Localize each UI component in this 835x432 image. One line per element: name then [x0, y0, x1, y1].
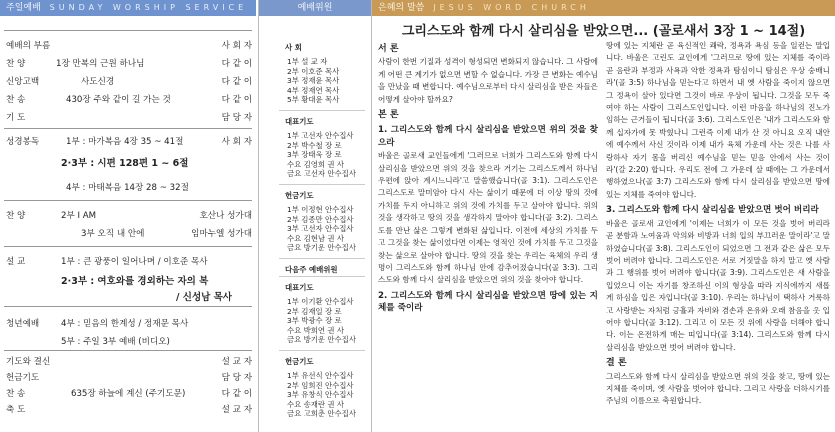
committee-member: 3부 유창식 안수집사 [287, 390, 354, 400]
committee-group-title: 헌금기도 [285, 191, 314, 200]
divider [4, 246, 252, 247]
committee-title: 예배위원 [297, 3, 333, 13]
divider [4, 200, 252, 201]
order-row [6, 276, 252, 288]
committee-member: 수요 박희연 권 사 [287, 325, 345, 335]
committee-member: 3부 장태욱 장 로 [287, 150, 342, 160]
order-row [6, 76, 252, 88]
sermon-heading: 2. 그리스도와 함께 다시 살리심을 받았으면 땅에 있는 지체를 죽이라 [378, 290, 598, 314]
committee-member: 수요 김현남 권 사 [287, 233, 345, 243]
committee-group-title: 대표기도 [285, 117, 314, 126]
order-text: 1장 만복의 근원 하나님 [56, 59, 145, 69]
order-row [6, 336, 252, 348]
order-label: 헌금기도 [6, 373, 40, 383]
committee-group-title: 헌금기도 [285, 357, 314, 366]
sermon-band-subtitle: JESUS WORD CHURCH [433, 3, 590, 12]
worship-order-column [0, 0, 256, 432]
divider [4, 30, 252, 31]
order-row [6, 112, 252, 124]
order-text: 1부 : 큰 광풍이 일어나며 / 이호준 목사 [61, 257, 208, 267]
committee-member: 2부 박수철 장 로 [287, 140, 342, 150]
committee-member: 금요 고선자 안수집사 [287, 169, 356, 179]
order-text: 사도신경 [81, 77, 115, 87]
order-label: 찬 양 [6, 59, 26, 69]
order-row [6, 210, 252, 222]
order-label: 예배의 부름 [6, 41, 51, 51]
order-row [6, 182, 252, 194]
committee-member: 2부 김재일 장 로 [287, 306, 342, 316]
committee-member: 금요 방기운 안수집사 [287, 243, 356, 253]
worship-order-subtitle: SUNDAY WORSHIP SERVICE [49, 3, 248, 12]
order-row [6, 318, 252, 330]
committee-member: 4부 정재연 목사 [287, 85, 340, 95]
order-text: 4부 : 마태복음 14장 28 ~ 32절 [66, 183, 189, 193]
worship-order-title: 주일예배 [6, 3, 41, 13]
order-person: 임마누엘 성가대 [191, 229, 252, 239]
order-text: 1부 : 마가복음 4장 35 ~ 41절 [66, 137, 184, 147]
order-row [6, 58, 252, 70]
sermon-title: 그리스도와 함께 다시 살리심을 받았으면... (골로새서 3장 1 ~ 14절) [401, 24, 806, 39]
order-row [6, 404, 252, 416]
committee-column [258, 0, 372, 432]
order-label: 설 교 [6, 257, 26, 267]
committee-header [259, 0, 371, 16]
committee-group-title: 사 회 [285, 43, 302, 52]
section-divider [279, 258, 365, 259]
committee-member: 수요 김영희 권 사 [287, 159, 345, 169]
order-person: 다 같 이 [221, 77, 252, 87]
order-person: 호산나 성가대 [199, 211, 252, 221]
committee-member: 수요 송재란 권 사 [287, 399, 345, 409]
order-row [6, 292, 252, 304]
order-label: 성경봉독 [6, 137, 40, 147]
order-label: 신앙고백 [6, 77, 40, 87]
order-person: 다 같 이 [221, 389, 252, 399]
committee-member: 2부 김종만 안수집사 [287, 214, 354, 224]
divider [4, 350, 252, 351]
order-label: 찬 송 [6, 389, 26, 399]
sermon-paragraph: 바울은 골로새 교인들에게 '그러므로 너희가 그리스도와 함께 다시 살리심을 받았으면 위의 것을 찾으라 거기는 그리스도께서 하나님 우편에 앉아 계시느니라'고 말씀했습니다(골 3:1). 그리스도인은 그리스도로 말미암아 다시 사는 삶이기 때문에 더 이상 땅의 것에 가치를 두지 아니하고 위의 것에 가치를 두고 살아야 합니다. 위의 것을 생각하고 땅의 것을 생각하지 말아야 합니다(골 3:2). 그리스도를 만난 삶은 그렇게 변화된 삶입니다. 이전에 세상의 가치를 두고 그것을 찾는 삶이었다면 이제는 영적인 것에 가치를 두고 그것을 찾는 삶으로 살아야 합니다. 땅의 것을 찾는 우리는 육체의 우리 생명이 그리스도와 함께 하나님 안에 감추어졌습니다(골 3:3). 그리스도와 함께 다시 살리심을 받았으면 위의 것을 찾아야 합니다. [378, 151, 598, 285]
order-label: 찬 송 [6, 95, 26, 105]
order-row [6, 372, 252, 384]
sermon-left-column [378, 40, 598, 430]
sermon-paragraph: 사람이 한번 기질과 성격이 형성되면 변화되지 않습니다. 그 사람에게 어떤 큰 계기가 없으면 변할 수 없습니다. 가장 큰 변화는 예수님을 만났을 때 변합니다. 예수님으로부터 다시 살리심을 받은 자들은 어떻게 살아야 할까요? [378, 57, 598, 104]
order-row [6, 158, 252, 170]
order-row [6, 94, 252, 106]
order-person: 담 당 자 [221, 113, 252, 123]
order-person: 사 회 자 [221, 137, 252, 147]
committee-member: 금요 고희춘 안수집사 [287, 409, 356, 419]
order-row [6, 136, 252, 148]
committee-member: 금요 방기운 안수집사 [287, 335, 356, 345]
order-row [6, 40, 252, 52]
order-label: 축 도 [6, 405, 26, 415]
sermon-heading: 본 론 [378, 110, 399, 121]
committee-member: 2부 이호준 목사 [287, 66, 340, 76]
sermon-right-column [606, 40, 830, 430]
committee-member: 1부 이기환 안수집사 [287, 297, 354, 306]
order-row [6, 228, 252, 240]
order-person: 다 같 이 [221, 59, 252, 69]
committee-member: 1부 이정현 안수집사 [287, 205, 354, 214]
order-row [6, 356, 252, 368]
sermon-heading: 1. 그리스도와 함께 다시 살리심을 받았으면 위의 것을 찾으라 [378, 125, 598, 148]
order-text: 430장 주와 같이 길 가는 것 [66, 95, 171, 105]
divider [4, 128, 252, 129]
sermon-paragraph: 그리스도와 함께 다시 살리심을 받았으면 위의 것을 찾고, 땅에 있는 지체를 죽이며, 옛 사람을 벗어야 합니다. 그리고 사랑을 더하시기를 주님의 이름으로 축원합니다. [606, 371, 830, 406]
order-person: 담 당 자 [221, 373, 252, 383]
order-person: 설 교 자 [221, 357, 252, 367]
order-label: 찬 양 [6, 211, 26, 221]
order-row [6, 256, 252, 268]
sermon-paragraph: 땅에 있는 지체란 곧 육신적인 쾌락, 정욕과 욕심 등을 일컫는 말입니다. 바울은 고린도 교인에게 '그러므로 땅에 있는 지체를 죽이라 곧 음란과 부정과 사욕과 악한 정욕과 탐심이니 탐심은 우상 숭배니라'(골 3:5) 하나님을 믿는다고 하면서 내 옛 사람을 죽이지 않으면 그 정욕이 살아 있다면 그것이 바로 우상이 됩니다. 그것을 모두 죽여야 하는 사람이 그리스도인입니다. 이런 마음을 하나님의 진노가 임하는 근거들이 됩니다(골 3:6). 그리스도인은 '내가 그리스도와 함께 십자가에 못 박혔나니 그런즉 이제 내가 산 것 아니요 오직 내안에 예수께서 사신 것이라 이제 내가 육체 가운데 사는 것은 나를 사랑하사 자기 몸을 버리신 예수님을 믿는 믿음 안에서 사는 것이라'(갈 2:20) 합니다. 우리도 전에 그 가운데 살 때에는 그 가운데서 행하였으나(골 3:7) 그리스도와 함께 다시 살리심을 받았으면 땅에 있는 지체를 죽여야 합니다. [606, 41, 830, 199]
committee-member: 1부 유선식 안수집사 [287, 371, 354, 380]
worship-order-header [0, 0, 256, 16]
section-divider [279, 184, 365, 185]
order-label: 청년예배 [6, 319, 40, 329]
sermon-heading: 3. 그리스도와 함께 다시 살리심을 받았으면 벗어 버리라 [606, 205, 819, 216]
order-label: 기도와 결신 [6, 357, 51, 367]
sermon-column [372, 0, 835, 432]
order-text: 2부 I AM [61, 211, 97, 221]
order-row [6, 388, 252, 400]
committee-member: 5부 황대윤 목사 [287, 95, 340, 105]
sermon-heading: 서 론 [378, 44, 399, 54]
order-text: 2·3부 : 시편 128편 1 ~ 6절 [61, 158, 189, 169]
order-text: 2·3부 : 여호와를 경외하는 자의 복 [61, 276, 209, 287]
committee-member: 1부 설 교 자 [287, 57, 328, 66]
order-person: 사 회 자 [221, 41, 252, 51]
order-text: 4부 : 믿음의 한계성 / 정재문 목사 [61, 319, 189, 329]
committee-member: 3부 고선자 안수집사 [287, 224, 354, 234]
committee-member: 1부 고선자 안수집사 [287, 131, 354, 140]
order-text: 3부 오직 내 안에 [81, 229, 145, 239]
section-divider [279, 276, 365, 277]
committee-group-title: 대표기도 [285, 283, 314, 292]
order-person: 다 같 이 [221, 95, 252, 105]
committee-member: 3부 박광수 장 로 [287, 316, 342, 326]
section-divider [279, 350, 365, 351]
order-label: 기 도 [6, 113, 26, 123]
sermon-band-title: 은혜의 말씀 [378, 3, 425, 13]
sermon-header [372, 0, 835, 16]
order-text: / 신성남 목사 [176, 292, 232, 303]
committee-group-title: 다음주 예배위원 [285, 265, 338, 274]
sermon-paragraph: 바울은 골로새 교인에게 '이제는 너희가 이 모든 것을 벗어 버리라 곧 분함과 노여움과 악의와 비방과 너희 입의 부끄러운 말이라'고 말하였습니다(골 3:8). 그리스도인이 되었으면 그 전과 같은 삶은 모두 벗어 버려야 합니다. 그리스도인은 서로 거짓말을 하지 말고 옛 사람과 그 행위를 벗어 버려야 합니다(골 3:9). 그리스도인은 새 사람을 입었으니 이는 자기를 창조하신 이의 형상을 따라 지식에까지 새롭게 하심을 입은 자입니다(골 3:10). 우리는 하나님이 택하사 거룩하고 사랑받는 자처럼 긍휼과 자비와 겸손과 온유와 오래 참음을 옷 입어야 합니다(골 3:12). 그리고 이 모든 것 위에 사랑을 더해야 합니다. 이는 온전하게 매는 띠입니다(골 3:14). 그리스도와 함께 다시 살리심을 받았으면 벗어 버려야 합니다. [606, 218, 830, 352]
committee-member: 2부 임희진 안수집사 [287, 380, 354, 390]
order-person: 설 교 자 [221, 405, 252, 415]
order-text: 5부 : 주일 3부 예배 (비디오) [61, 337, 170, 347]
sermon-heading: 결 론 [606, 358, 627, 369]
order-text: 635장 하늘에 계신 (주기도문) [71, 389, 186, 399]
section-divider [279, 110, 365, 111]
divider [4, 306, 252, 307]
committee-member: 3부 정재윤 목사 [287, 76, 340, 86]
